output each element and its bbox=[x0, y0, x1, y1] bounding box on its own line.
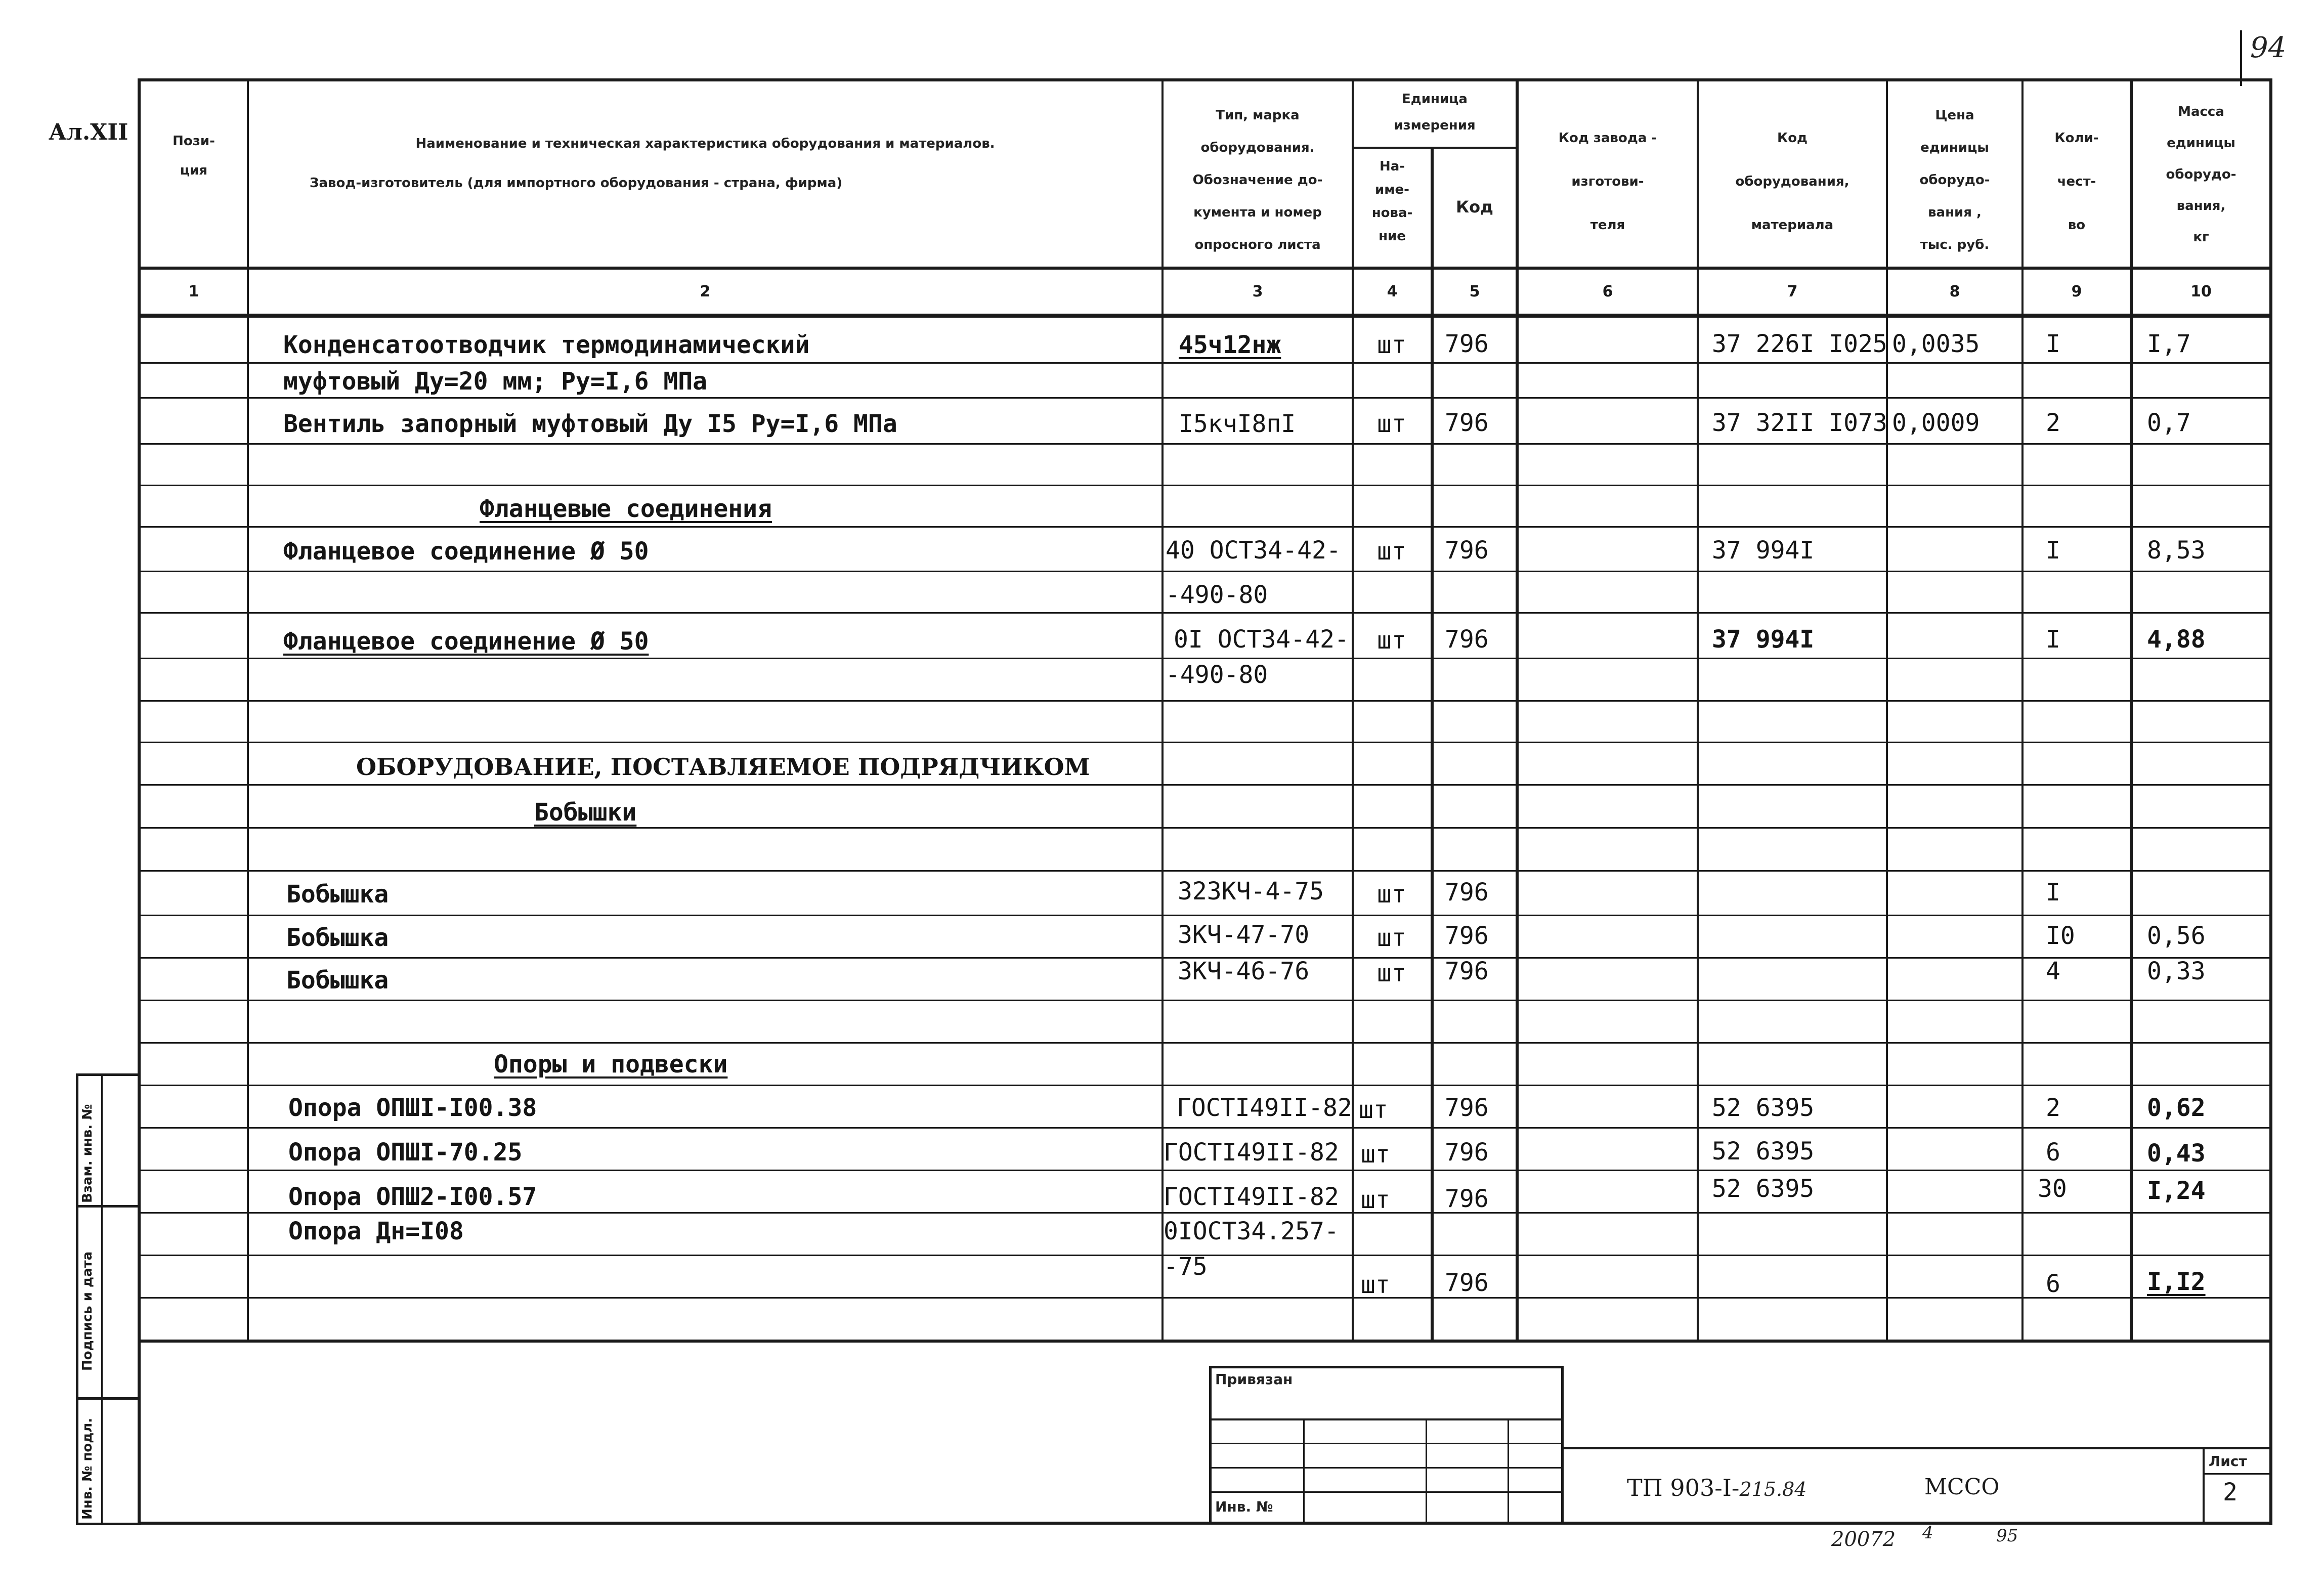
page-number-handwritten: 94 bbox=[2250, 31, 2287, 64]
column-number-10: 10 bbox=[2190, 283, 2212, 300]
header-type: Тип, марка оборудования. Обозначение до- кумента и номер опросного листа bbox=[1192, 108, 1323, 252]
inv-original-label: Инв. № подл. bbox=[80, 1417, 95, 1520]
section-title: Опоры и подвески bbox=[494, 1050, 728, 1079]
section-title: ОБОРУДОВАНИЕ, ПОСТАВЛЯЕМОЕ ПОДРЯДЧИКОМ bbox=[356, 753, 1090, 781]
header-mass: Масса единицы оборудо- вания, кг bbox=[2166, 104, 2236, 245]
album-label: Ал.XII bbox=[49, 119, 128, 145]
archive-number-part: 4 bbox=[1922, 1523, 1933, 1543]
privyazan-label: Привязан bbox=[1215, 1371, 1293, 1388]
page-number-divider bbox=[2240, 30, 2242, 86]
column-number-1: 1 bbox=[188, 283, 199, 300]
sheet-number: 2 bbox=[2223, 1478, 2237, 1506]
column-number-3: 3 bbox=[1252, 283, 1263, 300]
section-title: Бобышки bbox=[534, 798, 637, 827]
vzam-inv-label: Взам. инв. № bbox=[80, 1104, 95, 1203]
header-position: Пози- ция bbox=[173, 134, 215, 178]
header-quantity: Коли- чест- во bbox=[2054, 131, 2099, 233]
column-number-4: 4 bbox=[1387, 283, 1398, 300]
header-name: Наименование и техническая характеристика оборудования и материалов. Завод-изготовитель (для импортного оборудования - страна, фирма) bbox=[310, 136, 995, 191]
archive-number: 20072 bbox=[1831, 1528, 1896, 1551]
header-unit-code: Код bbox=[1456, 197, 1493, 217]
column-number-7: 7 bbox=[1787, 283, 1798, 300]
mark-code: МССО bbox=[1924, 1474, 2000, 1500]
column-number-8: 8 bbox=[1949, 283, 1960, 300]
header-unit-name: На- име- нова- ние bbox=[1371, 159, 1413, 244]
header-unit-group: Единица измерения bbox=[1394, 92, 1476, 133]
section-title: Фланцевые соединения bbox=[480, 495, 772, 523]
column-number-9: 9 bbox=[2071, 283, 2082, 300]
header-price: Цена единицы оборудо- вания , тыс. руб. bbox=[1919, 108, 1990, 252]
header-material-code: Код оборудования, материала bbox=[1735, 131, 1849, 233]
doc-code: ТП 903-I-215.84 bbox=[1627, 1474, 1807, 1501]
column-number-6: 6 bbox=[1602, 283, 1613, 300]
signature-date-label: Подпись и дата bbox=[80, 1251, 95, 1371]
archive-number-part: 95 bbox=[1996, 1526, 2018, 1546]
header-factory-code: Код завода - изготови- теля bbox=[1558, 131, 1657, 233]
inv-no-label: Инв. № bbox=[1215, 1498, 1273, 1515]
column-number-2: 2 bbox=[700, 283, 711, 300]
column-number-5: 5 bbox=[1469, 283, 1480, 300]
sheet-label: Лист bbox=[2209, 1453, 2247, 1470]
